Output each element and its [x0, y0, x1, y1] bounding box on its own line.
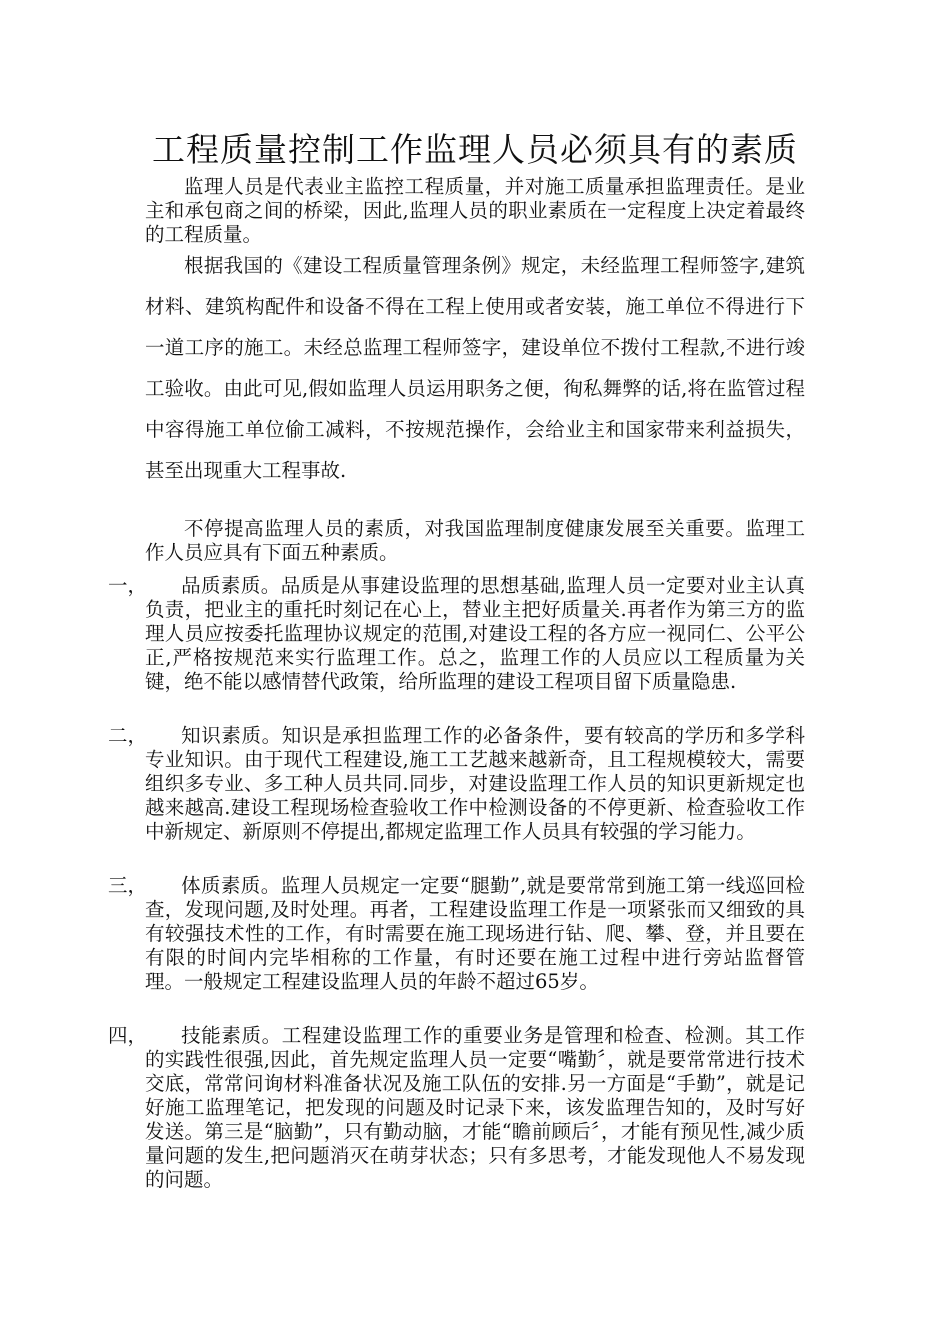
item-text: 知识素质。知识是承担监理工作的必备条件，要有较高的学历和多学科专业知识。由于现代工程建设,施工工艺越来越新奇，且工程规模较大，需要组织多专业、多工种人员共同.同步，对建设监理工作人员的知识更新规定也越来越高.建设工程现场检查验收工作中检测设备的不停更新、检查验收工作中新规定、新原则不停提出,都规定监理工作人员具有较强的学习能力。 [145, 724, 805, 843]
document-title: 工程质量控制工作监理人员必须具有的素质 [152, 130, 798, 169]
regulation-paragraph: 根据我国的《建设工程质量管理条例》规定，未经监理工程师签字,建筑材料、建筑构配件和设备不得在工程上使用或者安装，施工单位不得进行下一道工序的施工。未经总监理工程师签字，建设单位不拨付工程款,不进行竣工验收。由此可见,假如监理人员运用职务之便，徇私舞弊的话,将在监管过程中容得施工单位偷工减料，不按规范操作，会给业主和国家带来利益损失，甚至出现重大工程事故. [145, 254, 805, 482]
item-text: 技能素质。工程建设监理工作的重要业务是管理和检查、检测。其工作的实践性很强,因此，首先规定监理人员一定要“嘴勤〞，就是要常常进行技术交底，常常问询材料准备状况及施工队伍的安排.另一方面是“手勤”，就是记好施工监理笔记，把发现的问题及时记录下来，该发监理告知的，及时写好发送。第三是“脑勤”，只有勤动脑，才能“瞻前顾后〞，才能有预见性,减少质量问题的发生,把问题消灭在萌芽状态；只有多思考，才能发现他人不易发现的问题。 [145, 1024, 805, 1191]
item-number: 一， [108, 574, 148, 597]
item-number: 四， [108, 1024, 148, 1047]
item-number: 二， [108, 724, 148, 747]
item-text: 品质素质。品质是从事建设监理的思想基础,监理人员一定要对业主认真负责，把业主的重托时刻记在心上，替业主把好质量关.再者作为第三方的监理人员应按委托监理协议规定的范围,对建设工程的各方应一视同仁、公平公正,严格按规范来实行监理工作。总之，监理工作的人员应以工程质量为关键，绝不能以感情替代政策，给所监理的建设工程项目留下质量隐患. [145, 574, 805, 693]
summary-paragraph: 不停提高监理人员的素质，对我国监理制度健康发展至关重要。监理工作人员应具有下面五种素质。 [145, 517, 805, 564]
item-text: 体质素质。监理人员规定一定要“腿勤”,就是要常常到施工第一线巡回检查，发现问题,及时处理。再者，工程建设监理工作是一项紧张而又细致的具有较强技术性的工作，有时需要在施工现场进行钻、爬、攀、登，并且要在有限的时间内完毕相称的工作量，有时还要在施工过程中进行旁站监督管理。一般规定工程建设监理人员的年龄不超过65岁。 [145, 874, 805, 993]
quality-item-3 [0, 874, 950, 994]
intro-paragraph: 监理人员是代表业主监控工程质量，并对施工质量承担监理责任。是业主和承包商之间的桥梁，因此,监理人员的职业素质在一定程度上决定着最终的工程质量。 [145, 175, 805, 246]
quality-item-2 [0, 724, 950, 844]
quality-item-4 [0, 1024, 950, 1192]
item-number: 三， [108, 874, 148, 897]
quality-item-1 [0, 574, 950, 694]
